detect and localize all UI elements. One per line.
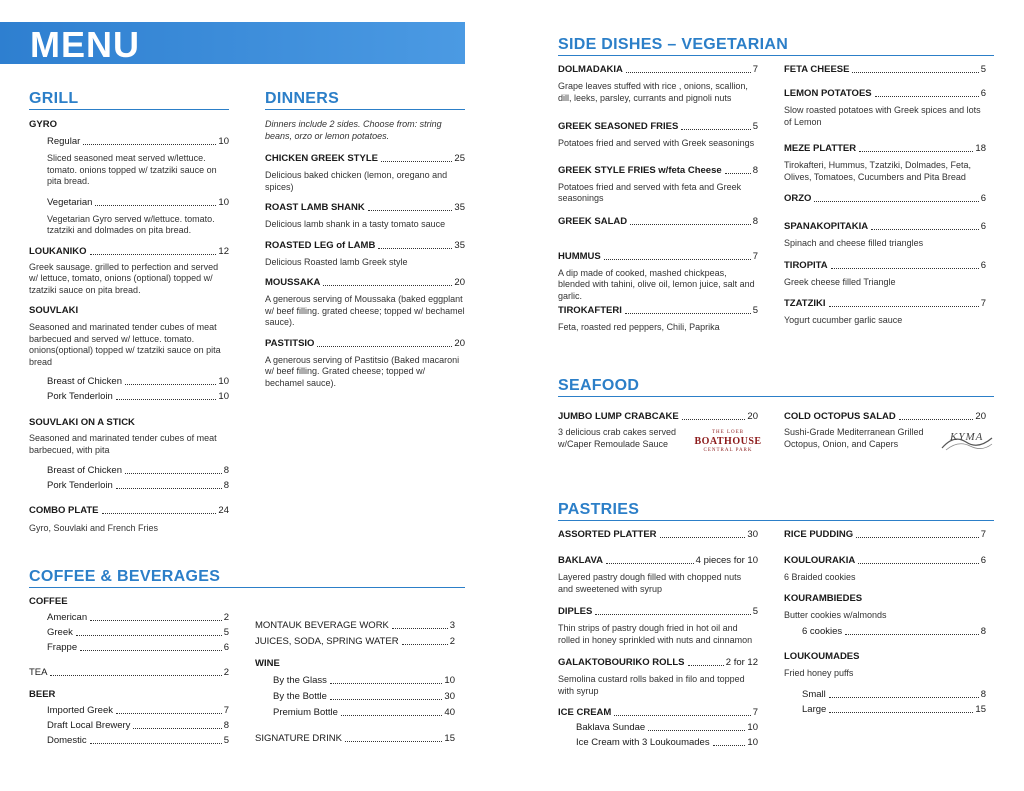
greek-coffee-item: Greek 5 [47, 627, 229, 638]
stick-heading: SOUVLAKI ON A STICK [29, 417, 135, 428]
wine-heading: WINE [255, 658, 280, 669]
boathouse-logo: THE LOEB BOATHOUSE CENTRAL PARK [694, 430, 762, 453]
side-item-hummus: HUMMUS 7 A dip made of cooked, mashed chickpeas, blended with tahini, olive oil, lemon juice, salt and garlic. [558, 250, 758, 301]
souvlaki-pork-item: Pork Tenderloin 10 [47, 391, 229, 402]
side-item-orzo: ORZO 6 [784, 193, 986, 204]
seafood-title: SEAFOOD [558, 377, 994, 397]
pastries-title: PASTRIES [558, 501, 994, 521]
crabcake-desc: 3 delicious crab cakes served w/Caper Remoulade Sauce [558, 427, 677, 449]
galakto-item: GALAKTOBOURIKO ROLLS 2 for 12 [558, 657, 758, 668]
side-item-tzatziki: TZATZIKI 7 Yogurt cucumber garlic sauce [784, 298, 986, 325]
side-item-meze: MEZE PLATTER 18 Tirokafteri, Hummus, Tzatziki, Dolmades, Feta, Olives, Tomatoes, Cucumbers and Pita Bread [784, 143, 986, 182]
sides-left [558, 64, 758, 334]
grill-title: GRILL [29, 90, 229, 110]
coffee-section [29, 568, 465, 588]
stick-chicken-item: Breast of Chicken 8 [47, 465, 229, 476]
grill-section [29, 90, 229, 535]
juices-item: JUICES, SODA, SPRING WATER 2 [255, 636, 455, 647]
dinners-section [265, 90, 465, 389]
diples-item: DIPLES 5 [558, 606, 758, 617]
icecream3-item: Ice Cream with 3 Loukoumades 10 [576, 737, 758, 748]
menu-title: MENU [30, 24, 140, 65]
souvlaki-desc: Seasoned and marinated tender cubes of meat barbecued and served w/ lettuce. tomato. onions(optional) topped w/ tzatziki sauce on pita bread [29, 322, 221, 367]
gyro-regular-item: Regular 10 [47, 136, 229, 147]
bottle-item: By the Bottle 30 [273, 691, 455, 702]
coffee-heading: COFFEE [29, 596, 68, 607]
dinner-item-4: PASTITSIO 20 A generous serving of Pastitsio (Baked macaroni w/ beef filling. Grated cheese; topped w/ bechamel sauce). [265, 337, 465, 388]
side-item-greek-salad: GREEK SALAD 8 [558, 215, 758, 227]
dinner-item-2: ROASTED LEG of LAMB 35 Delicious Roasted lamb Greek style [265, 239, 465, 267]
side-item-feta: FETA CHEESE 5 [784, 64, 986, 75]
coffee-title: COFFEE & BEVERAGES [29, 568, 465, 588]
draft-item: Draft Local Brewery 8 [47, 720, 229, 731]
side-item-lemon-potatoes: LEMON POTATOES 6 Slow roasted potatoes with Greek spices and lots of Lemon [784, 88, 986, 127]
sides-right [784, 64, 986, 327]
dinner-item-3: MOUSSAKA 20 A generous serving of Moussaka (baked eggplant w/ beef filling. grated cheese; topped w/ bechamel sauce). [265, 277, 465, 327]
small-item: Small 8 [802, 688, 986, 700]
dinner-item-1: ROAST LAMB SHANK 35 Delicious lamb shank in a tasty tomato sauce [265, 202, 465, 229]
sundae-item: Baklava Sundae 10 [576, 722, 758, 733]
tea-item: TEA 2 [29, 667, 229, 678]
stick-pork-item: Pork Tenderloin 8 [47, 480, 229, 491]
loukoumades-desc: Fried honey puffs [784, 668, 854, 678]
dinners-title: DINNERS [265, 90, 465, 110]
american-item: American 2 [47, 612, 229, 623]
premium-item: Premium Bottle 40 [273, 707, 455, 718]
crabcake-item: JUMBO LUMP CRABCAKE 20 [558, 411, 758, 422]
kourambiedes-desc: Butter cookies w/almonds [784, 609, 887, 620]
pastries-right [784, 529, 986, 715]
souvlaki-heading: SOUVLAKI [29, 305, 79, 316]
koulourakia-item: KOULOURAKIA 6 [784, 555, 986, 566]
gyro-regular-desc: Sliced seasoned meat served w/lettuce. tomato. onions topped w/ tzatziki sauce on pita bread. [47, 153, 217, 186]
galakto-desc: Semolina custard rolls baked in filo and topped with syrup [558, 674, 745, 696]
loukaniko-desc: Greek sausage. grilled to perfection and served w/ lettuce, tomato, onions (optional) topped w/ tzatziki sauce on pita bread. [29, 261, 219, 295]
side-item-feta-fries: GREEK STYLE FRIES w/feta Cheese 8 Potatoes fried and served with feta and Greek seasonings [558, 164, 758, 203]
frappe-item: Frappe 6 [47, 642, 229, 653]
coffee-left [29, 596, 229, 746]
baklava-item: BAKLAVA 4 pieces for 10 [558, 555, 758, 566]
cookies6-item: 6 cookies 8 [802, 626, 986, 637]
baklava-desc: Layered pastry dough filled with chopped nuts and sweetened with syrup [558, 572, 742, 594]
octopus-item: COLD OCTOPUS SALAD 20 [784, 411, 986, 422]
beer-heading: BEER [29, 689, 56, 700]
signature-item: SIGNATURE DRINK 15 [255, 733, 455, 744]
combo-desc: Gyro, Souvlaki and French Fries [29, 523, 159, 533]
montauk-item: MONTAUK BEVERAGE WORK 3 [255, 620, 455, 631]
side-item-tirokafteri: TIROKAFTERI 5 Feta, roasted red peppers, Chili, Paprika [558, 305, 758, 332]
combo-item: COMBO PLATE 24 [29, 505, 229, 516]
loukaniko-item: LOUKANIKO 12 [29, 245, 229, 257]
side-item-spanakopitakia: SPANAKOPITAKIA 6 Spinach and cheese filled triangles [784, 221, 986, 248]
imported-item: Imported Greek 7 [47, 705, 229, 716]
gyro-veg-item: Vegetarian 10 [47, 196, 229, 208]
glass-item: By the Glass 10 [273, 675, 455, 686]
pastries-left [558, 529, 758, 748]
side-item-dolmadakia: DOLMADAKIA 7 Grape leaves stuffed with rice , onions, scallion, dill, leeks, parsley, currants and pignoli nuts [558, 64, 758, 103]
octopus-desc: Sushi-Grade Mediterranean Grilled Octopus, Onion, and Capers [784, 427, 924, 449]
koulourakia-desc: 6 Braided cookies [784, 572, 856, 582]
sides-section [558, 36, 994, 56]
large-item: Large 15 [802, 703, 986, 715]
assorted-item: ASSORTED PLATTER 30 [558, 529, 758, 540]
gyro-veg-desc: Vegetarian Gyro served w/lettuce. tomato. tzatziki and dolmades on pita bread. [47, 213, 215, 235]
icecream-item: ICE CREAM 7 [558, 707, 758, 718]
rice-item: RICE PUDDING 7 [784, 529, 986, 540]
dinner-item-0: CHICKEN GREEK STYLE 25 Delicious baked chicken (lemon, oregano and spices) [265, 153, 465, 192]
seafood-section [558, 377, 994, 397]
dinners-note: Dinners include 2 sides. Choose from: string beans, orzo or lemon potatoes. [265, 119, 442, 141]
souvlaki-chicken-item: Breast of Chicken 10 [47, 376, 229, 387]
gyro-heading: GYRO [29, 119, 57, 130]
pastries-section [558, 501, 994, 521]
side-item-seasoned-fries: GREEK SEASONED FRIES 5 Potatoes fried and served with Greek seasonings [558, 121, 758, 148]
sides-title: SIDE DISHES – VEGETARIAN [558, 36, 994, 56]
side-item-tiropita: TIROPITA 6 Greek cheese filled Triangle [784, 259, 986, 287]
kyma-logo: KYMA [940, 428, 994, 452]
loukoumades-heading: LOUKOUMADES [784, 651, 860, 662]
coffee-right [255, 620, 455, 744]
stick-desc: Seasoned and marinated tender cubes of meat barbecued, with pita [29, 433, 217, 455]
domestic-item: Domestic 5 [47, 735, 229, 746]
diples-desc: Thin strips of pastry dough fried in hot oil and rolled in honey sprinkled with nuts and cinnamon [558, 623, 753, 645]
kourambiedes-heading: KOURAMBIEDES [784, 592, 863, 604]
